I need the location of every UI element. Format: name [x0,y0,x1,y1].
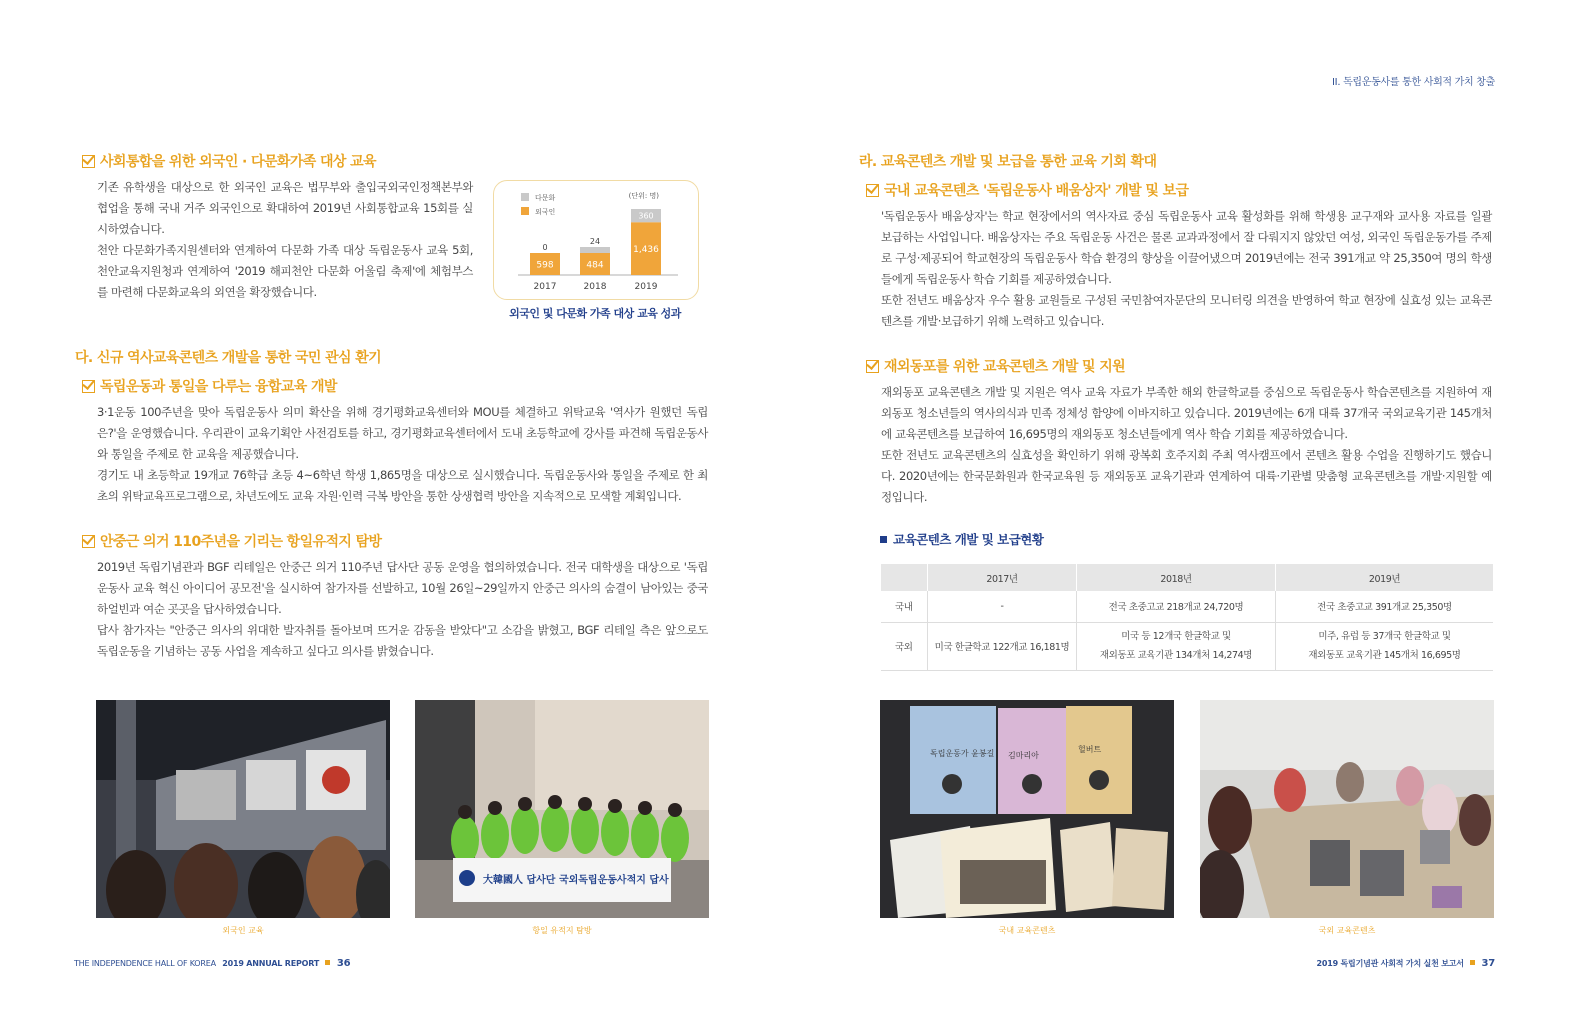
heading-text: 안중근 의거 110주년을 기리는 항일유적지 탐방 [100,534,382,550]
running-header: II. 독립운동사를 통한 사회적 가치 창출 [1332,77,1495,88]
heading-ahn-junggeun-tour [82,531,381,551]
photo-caption: 외국인 교육 [222,926,264,935]
banner-text: 大韓國人 답사단 국외독립운동사적지 답사 [483,875,669,886]
table-cell: 국외 [881,622,928,670]
education-results-chart [494,181,698,299]
book-title: 독립운동가 윤봉길 [930,749,995,758]
table-cell-line: 미국 등 12개국 한글학교 및 [1121,631,1231,642]
heading-text: 재외동포를 위한 교육콘텐츠 개발 및 지원 [884,359,1126,375]
table-header-cell: 2018년 [1077,564,1276,591]
data-label: 24 [589,237,601,246]
table-heading [880,530,1043,548]
checkbox-icon [866,360,879,373]
data-label: 360 [638,211,654,221]
footer-left [74,958,350,969]
learning-box-materials-image [880,700,1174,918]
checkbox-icon [82,535,95,548]
table-row [881,591,1494,622]
paragraph-line: 3·1운동 100주년을 맞아 독립운동사 의미 확산을 위해 경기평화교육센터와 MOU를 체결하고 위탁교육 '역사가 원했던 독립은?'을 운영했습니다. 우리관이 교육기획안 사전검토를 하고, 경기평화교육센터에서 도내 초등학교에 강사를 파견해 독립운동사와 통일을 주제로 한 교육을 제공했습니다. [97,405,708,461]
data-label: 1,436 [633,245,659,256]
footer-square-icon [1470,960,1475,965]
footer-square-icon [325,960,330,965]
legend-swatch [521,193,529,201]
checkbox-icon [82,380,95,393]
photo-caption: 항일 유적지 탐방 [532,926,592,935]
chart-unit-label: (단위: 명) [628,192,659,200]
chart-frame [493,180,699,300]
legend-label: 다문화 [535,194,556,202]
table-title: 교육콘텐츠 개발 및 보급현황 [893,532,1044,547]
section-heading-da: 다. 신규 역사교육콘텐츠 개발을 통한 국민 관심 환기 [75,350,382,366]
footer-page-number: 37 [1481,958,1495,969]
table-cell [1276,622,1494,670]
category-tick-label: 2018 [583,282,607,292]
footer-org: THE INDEPENDENCE HALL OF KOREA [74,959,216,968]
table-cell [1077,622,1276,670]
paragraph-line: 경기도 내 초등학교 19개교 76학급 초등 4~6학년 학생 1,865명을 대상으로 실시했습니다. 독립운동사와 통일을 주제로 한 최초의 위탁교육프로그램으로, 차년도에도 교육 자원·인력 극복 방안을 통한 상생협력 방안을 지속적으로 모색할 계획입니다. [97,468,708,503]
paragraph-line: 재외동포 교육콘텐츠 개발 및 지원은 역사 교육 자료가 부족한 해외 한글학교를 중심으로 독립운동사 학습콘텐츠를 지원하여 재외동포 청소년들의 역사의식과 민족 정체성 함양에 이바지하고 있습니다. 2019년에는 6개 대륙 37개국 국외교육기관 145개처에 교육콘텐츠를 보급하여 16,695명의 재외동포 청소년들에게 역사 학습 기회를 제공하였습니다. [881,385,1492,441]
heading-learning-box [866,180,1188,200]
classroom-activity-image [1200,700,1494,918]
paragraph-fusion [97,402,708,507]
heading-text: 독립운동과 통일을 다루는 융합교육 개발 [100,379,337,395]
table-header-cell: 2019년 [1276,564,1494,591]
table-row [881,622,1494,670]
book-title: 김마리아 [1008,751,1039,760]
section-heading-ra: 라. 교육콘텐츠 개발 및 보급을 통한 교육 기회 확대 [859,154,1157,170]
checkbox-icon [866,184,879,197]
table-cell: 미국 한글학교 122개교 16,181명 [928,622,1077,670]
paragraph-multicultural [97,177,473,303]
chart-title: 외국인 및 다문화 가족 대상 교육 성과 [509,307,681,320]
table-header-cell [881,564,928,591]
data-label: 598 [536,260,554,271]
paragraph-line: 천안 다문화가족지원센터와 연계하여 다문화 가족 대상 독립운동사 교육 5회, 천안교육지원청과 연계하여 '2019 해피천안 다문화 어울림 축제'에 체험부스를 마련해 다문화교육의 외연을 확장했습니다. [97,243,473,299]
category-tick-label: 2017 [533,282,557,292]
heading-text: 국내 교육콘텐츠 '독립운동사 배움상자' 개발 및 보급 [884,183,1189,199]
book-title: 헐버트 [1078,745,1102,754]
paragraph-line: 답사 참가자는 "안중근 의사의 위대한 발자취를 돌아보며 뜨거운 감동을 받았다"고 소감을 밝혔고, BGF 리테일 측은 앞으로도 독립운동을 기념하는 공동 사업을 계속하고 싶다고 의사를 밝혔습니다. [97,623,708,658]
square-bullet-icon [880,536,887,543]
group-photo-image [415,700,709,918]
table-cell-line: 재외동포 교육기관 134개처 14,274명 [1099,650,1253,661]
paragraph-line: 2019년 독립기념관과 BGF 리테일은 안중근 의거 110주년 답사단 공동 운영을 협의하였습니다. 전국 대학생을 대상으로 '독립운동사 교육 혁신 아이디어 공모전'을 실시하여 참가자를 선발하고, 10월 26일~29일까지 안중근 의사의 숨결이 남아있는 중국 하얼빈과 여순 곳곳을 답사하였습니다. [97,560,708,616]
exhibition-hall-image [96,700,390,918]
table-cell-line: 미주, 유럽 등 37개국 한글학교 및 [1318,631,1451,642]
paragraph-learning-box [881,206,1492,332]
legend-label: 외국인 [535,208,556,216]
paragraph-line: 또한 전년도 배움상자 우수 활용 교원들로 구성된 국민참여자문단의 모니터링 의견을 반영하여 학교 현장에 실효성 있는 교육콘텐츠를 개발·보급하기 위해 노력하고 있습니다. [881,293,1492,328]
table-cell: 전국 초중고교 218개교 24,720명 [1077,591,1276,622]
table-header-cell: 2017년 [928,564,1077,591]
photo-overseas-content [1200,700,1494,918]
table-cell: - [928,591,1077,622]
photo-historic-site-tour [415,700,709,918]
table-cell: 국내 [881,591,928,622]
content-distribution-table [880,564,1493,671]
legend-swatch [521,207,529,215]
footer-right [1316,958,1495,969]
photo-domestic-content [880,700,1174,918]
table-cell-line: 재외동포 교육기관 145개처 16,695명 [1308,650,1461,661]
heading-overseas-koreans [866,356,1125,376]
heading-fusion-education [82,376,337,396]
heading-text: 사회통합을 위한 외국인 · 다문화가족 대상 교육 [100,154,376,170]
paragraph-line: 또한 전년도 교육콘텐츠의 실효성을 확인하기 위해 광복회 호주지회 주최 역사캠프에서 콘텐츠 활용 수업을 진행하기도 했습니다. 2020년에는 한국문화원과 한국교육원 등 재외동포 교육기관과 연계하여 대륙·기관별 맞춤형 교육콘텐츠를 개발·지원할 예정입니다. [881,448,1492,504]
footer-page-number: 36 [336,958,351,969]
bar-segment [580,247,610,253]
category-tick-label: 2019 [634,282,658,292]
table-cell: 전국 초중고교 391개교 25,350명 [1276,591,1494,622]
table-header-row [881,564,1494,591]
checkbox-icon [82,155,95,168]
paragraph-overseas-koreans [881,382,1492,508]
paragraph-line: 기존 유학생을 대상으로 한 외국인 교육은 법무부와 출입국외국인정책본부와 협업을 통해 국내 거주 외국인으로 확대하여 2019년 사회통합교육 15회를 실시하였습니다. [97,180,473,236]
footer-report: 2019 ANNUAL REPORT [222,959,320,968]
data-label: 484 [586,260,604,271]
paragraph-line: '독립운동사 배움상자'는 학교 현장에서의 역사자료 중심 독립운동사 교육 활성화를 위해 학생용 교구재와 교사용 자료를 일괄 보급하는 사업입니다. 배움상자는 주요 독립운동 사건은 물론 교과과정에서 잘 다뤄지지 않았던 여성, 외국인 독립운동가를 주제로 구성·제공되어 학교현장의 독립운동사 학습 환경의 향상을 이끌어냈으며 2019년에는 전국 391개교 약 25,350여 명의 학생들에게 독립운동사 학습 기회를 제공하였습니다. [881,209,1492,286]
paragraph-ahn-junggeun [97,557,708,662]
heading-multicultural-education [82,151,376,171]
data-label: 0 [542,243,548,252]
photo-caption: 국내 교육콘텐츠 [998,926,1056,935]
photo-caption: 국외 교육콘텐츠 [1318,926,1376,935]
footer-report: 2019 독립기념관 사회적 가치 실천 보고서 [1316,959,1464,968]
photo-foreigner-education [96,700,390,918]
